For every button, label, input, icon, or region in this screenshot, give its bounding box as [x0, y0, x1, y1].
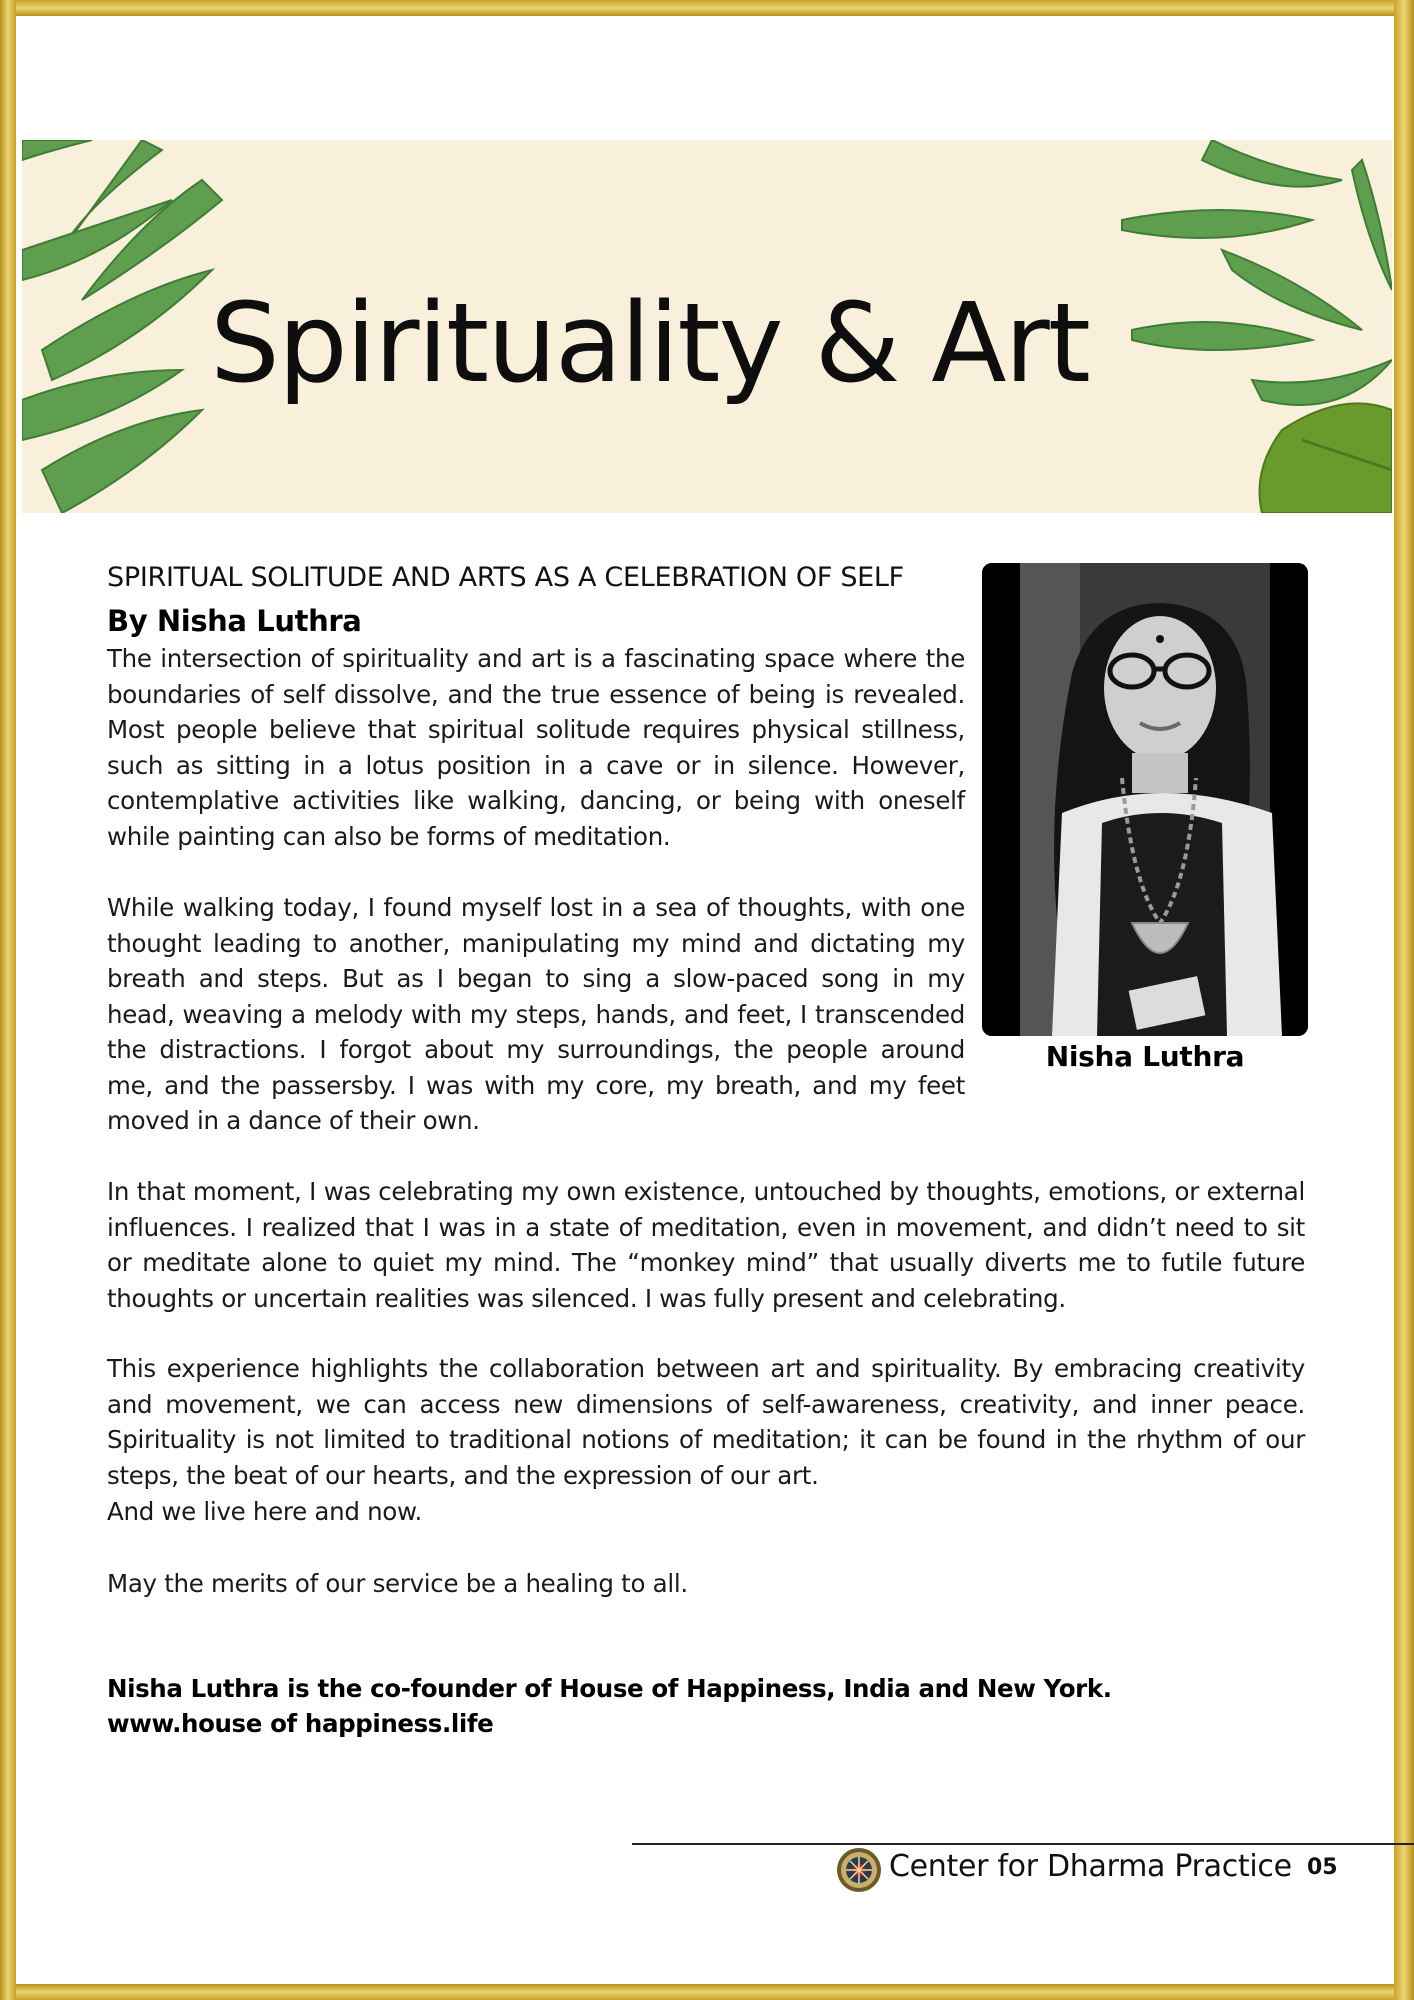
article-paragraph: The intersection of spirituality and art is a fascinating space where the boundaries of self dissolve, and the true essence of being is revealed. Most people believe that spiritual solitude requires physical stillness, such as sitting in a lotus position in a cave or in silence. However, contemplative activities like walking, dancing, or being with oneself while painting can also be forms of meditation.: [107, 644, 965, 851]
page-title: Spirituality & Art: [210, 279, 1089, 407]
portrait-caption: Nisha Luthra: [1045, 1040, 1245, 1073]
footer-organization: Center for Dharma Practice: [889, 1849, 1292, 1884]
article-subtitle: SPIRITUAL SOLITUDE AND ARTS AS A CELEBRATION OF SELF: [107, 562, 904, 593]
footer-divider: [632, 1843, 1414, 1845]
dharma-emblem-icon: [836, 1847, 882, 1893]
author-website-link[interactable]: www.house of happiness.life: [107, 1709, 494, 1738]
article-paragraph: This experience highlights the collaboration between art and spirituality. By embracing creativity and movement, we can access new dimensions of self-awareness, creativity, and inner peace. Spirituality is not limited to traditional notions of meditation; it can be found in the rhythm of our steps, the beat of our hearts, and the expression of our art.: [107, 1354, 1305, 1490]
article-paragraph: And we live here and now.: [107, 1497, 422, 1526]
article-paragraph: May the merits of our service be a healing to all.: [107, 1569, 688, 1598]
article-paragraph: In that moment, I was celebrating my own existence, untouched by thoughts, emotions, or external influences. I realized that I was in a state of meditation, even in movement, and didn’t need to sit or meditate alone to quiet my mind. The “monkey mind” that usually diverts me to futile future thoughts or uncertain realities was silenced. I was fully present and celebrating.: [107, 1177, 1305, 1313]
author-portrait: [982, 563, 1308, 1036]
gold-frame-right: [1394, 0, 1414, 2000]
article-byline: By Nisha Luthra: [107, 604, 362, 638]
article-paragraph: While walking today, I found myself lost in a sea of thoughts, with one thought leading to another, manipulating my mind and dictating my breath and steps. But as I began to sing a slow-paced song in my head, weaving a melody with my steps, hands, and feet, I transcended the distractions. I forgot about my surroundings, the people around me, and the passersby. I was with my core, my breath, and my feet moved in a dance of their own.: [107, 893, 965, 1135]
author-bio-text: Nisha Luthra is the co-founder of House of Happiness, India and New York.: [107, 1674, 1112, 1703]
page-number: 05: [1307, 1855, 1338, 1880]
gold-frame-bottom: [0, 1984, 1414, 2000]
gold-frame-left: [0, 0, 16, 2000]
gold-frame-top: [0, 0, 1414, 16]
author-bio: [107, 1671, 1305, 1741]
header-banner: [22, 140, 1392, 513]
portrait-image-icon: [982, 563, 1308, 1036]
